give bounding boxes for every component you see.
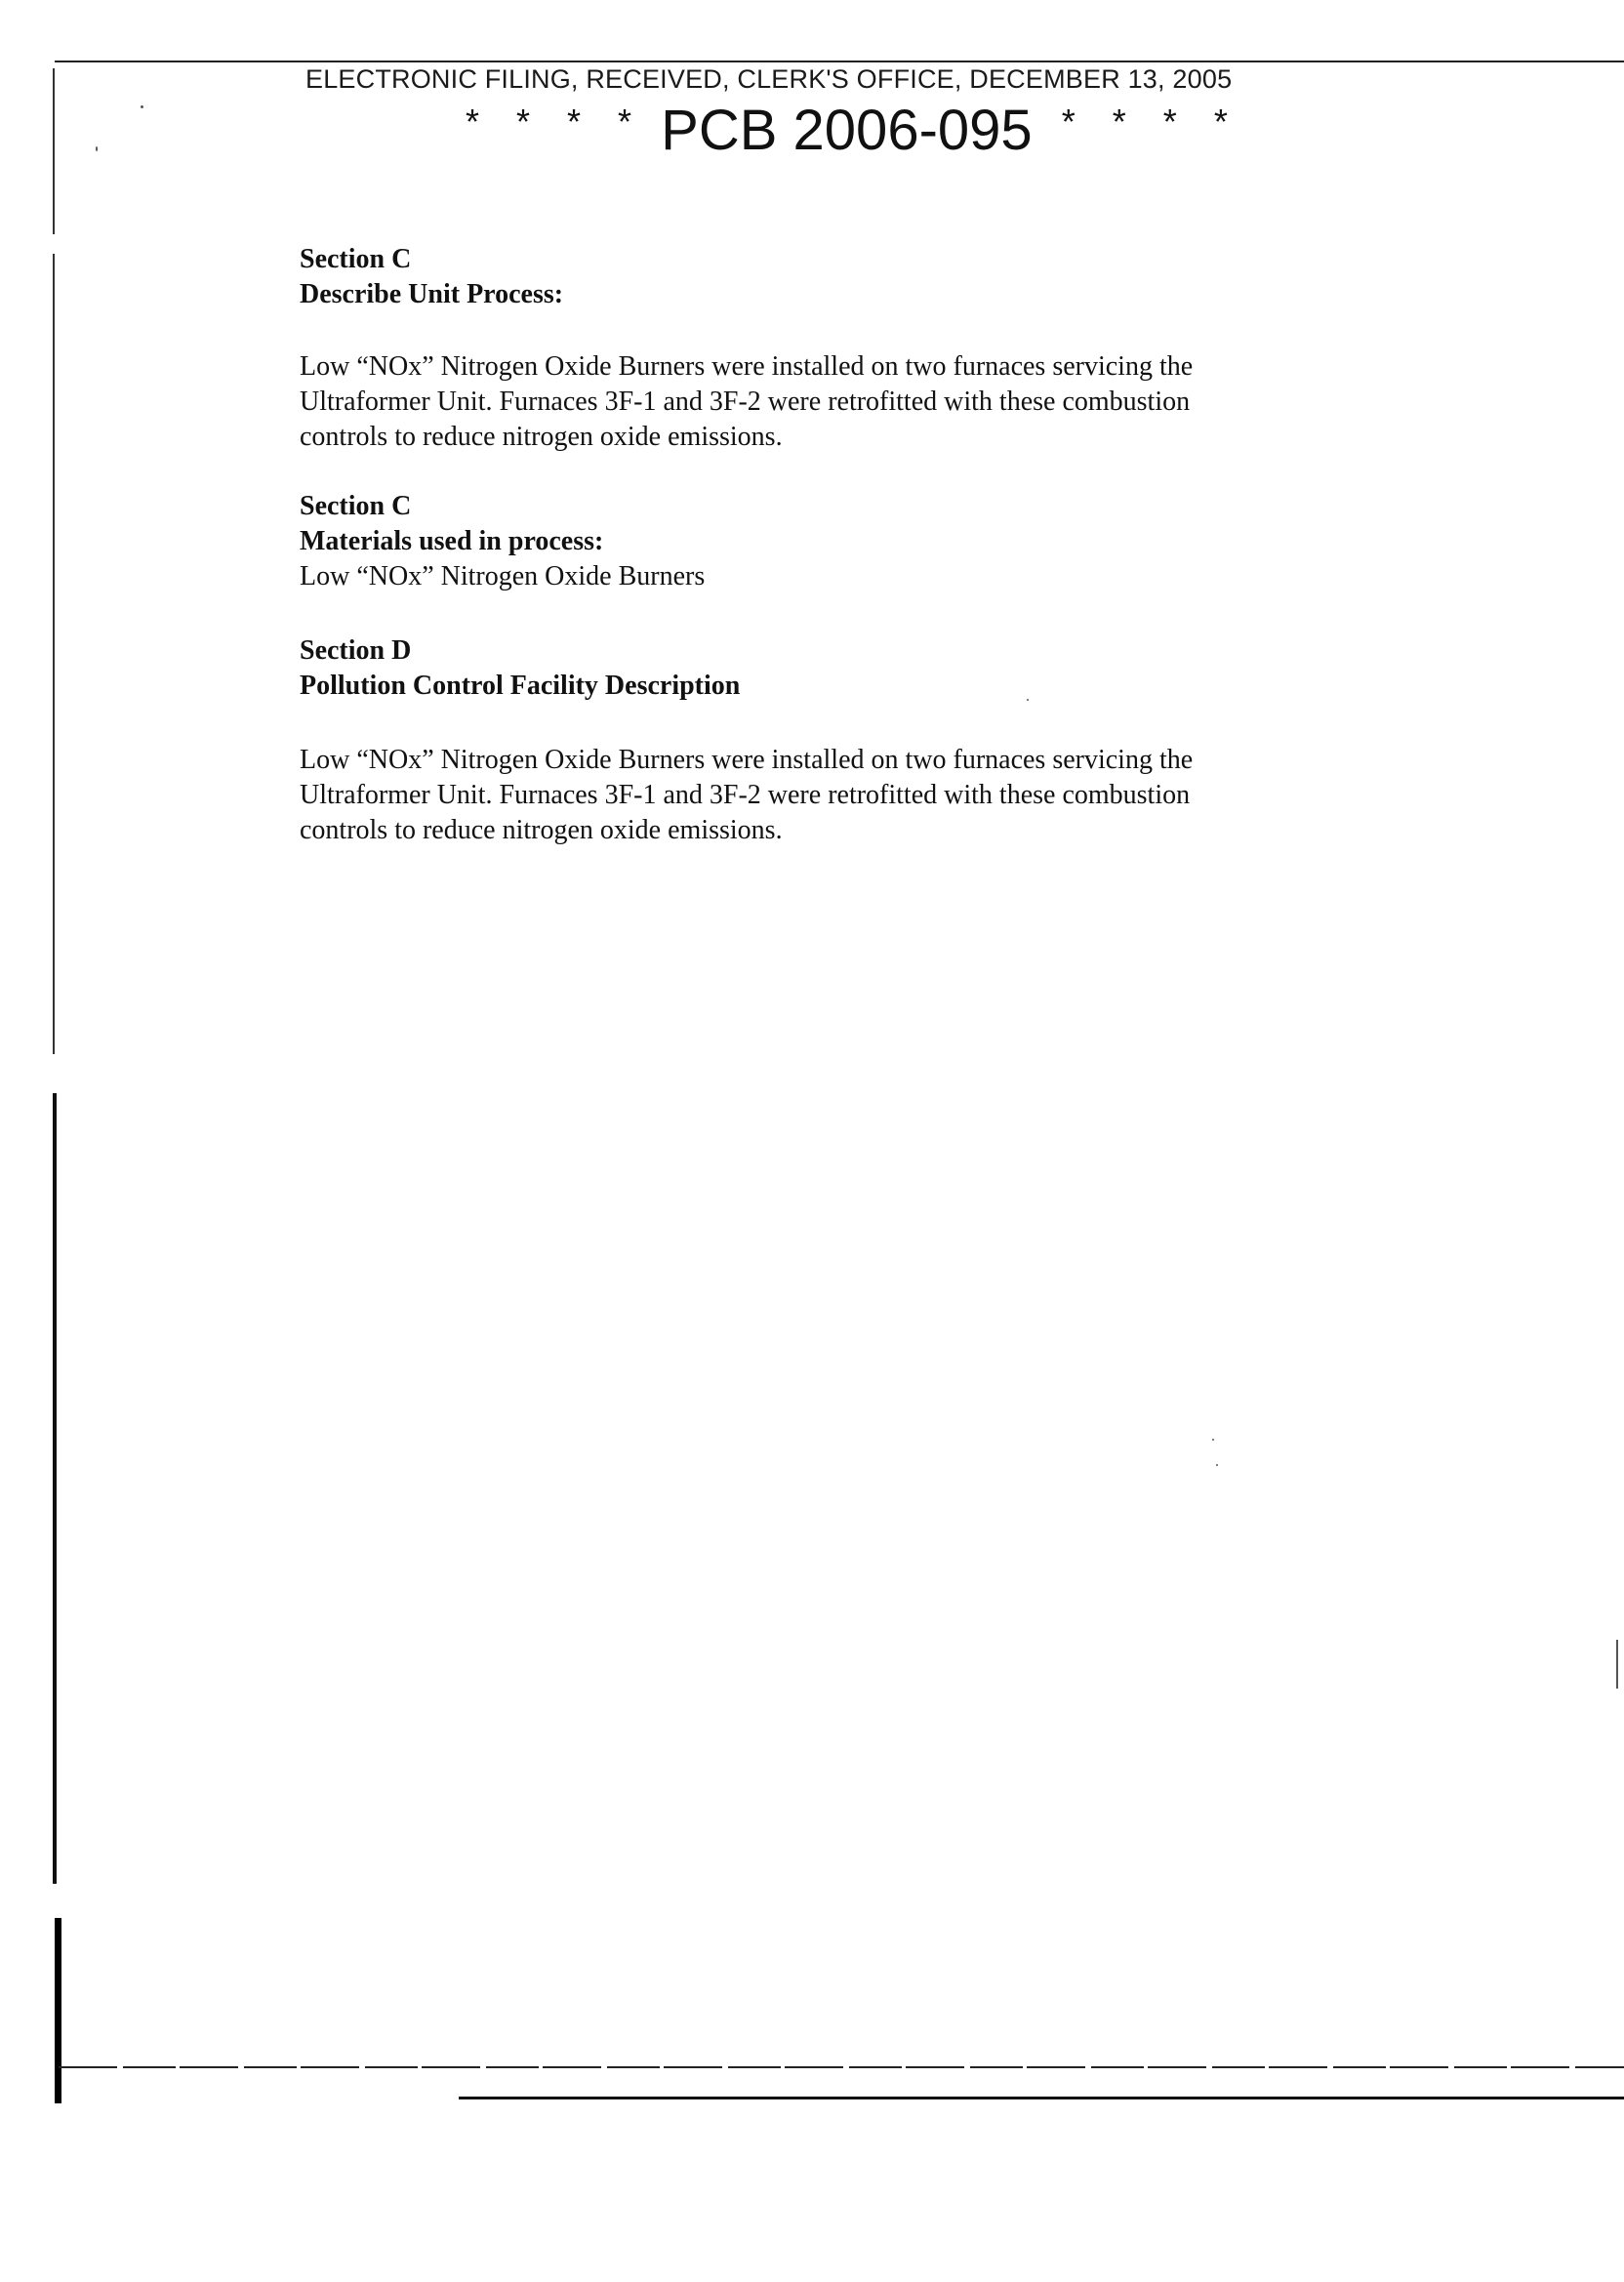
case-number-banner [466,98,1241,163]
scan-border-bottom [459,2097,1624,2099]
body-line: Low “NOx” Nitrogen Oxide Burners [300,561,706,591]
scan-speck [1212,1439,1214,1441]
body-line: controls to reduce nitrogen oxide emissions. [300,422,783,452]
scan-border-top [55,61,1624,62]
section-label: Section D [300,635,412,666]
section-block [300,242,1334,312]
scan-border-left [53,1093,57,1884]
scan-border-right [1616,1640,1618,1689]
scan-border-left [53,68,55,234]
section-block [300,489,1334,594]
scan-border-bottom [59,2066,1624,2068]
document-body [300,242,1334,848]
section-body [300,743,1334,848]
scan-border-left [55,1918,61,2103]
section-label: Section C [300,244,412,274]
scan-speck [96,146,98,151]
body-line: controls to reduce nitrogen oxide emissions. [300,815,783,845]
filing-stamp-line: ELECTRONIC FILING, RECEIVED, CLERK'S OFFICE, DECEMBER 13, 2005 [305,64,1233,94]
section-title: Materials used in process: [300,526,604,556]
scan-border-left [53,254,55,1054]
body-line: Low “NOx” Nitrogen Oxide Burners were installed on two furnaces servicing the [300,745,1194,775]
body-line: Ultraformer Unit. Furnaces 3F-1 and 3F-2 were retrofitted with these combustion [300,387,1191,417]
section-title: Pollution Control Facility Description [300,671,741,701]
stars-left: * * * * [466,102,646,142]
body-line: Low “NOx” Nitrogen Oxide Burners were installed on two furnaces servicing the [300,351,1194,382]
stars-right: * * * * [1061,102,1241,142]
section-block [300,633,1334,704]
body-line: Ultraformer Unit. Furnaces 3F-1 and 3F-2 were retrofitted with these combustion [300,780,1191,810]
section-title: Describe Unit Process: [300,279,564,309]
case-number: PCB 2006-095 [661,99,1033,162]
section-label: Section C [300,491,412,521]
scan-speck [141,105,143,108]
section-body [300,349,1334,455]
scan-speck [1216,1464,1218,1466]
